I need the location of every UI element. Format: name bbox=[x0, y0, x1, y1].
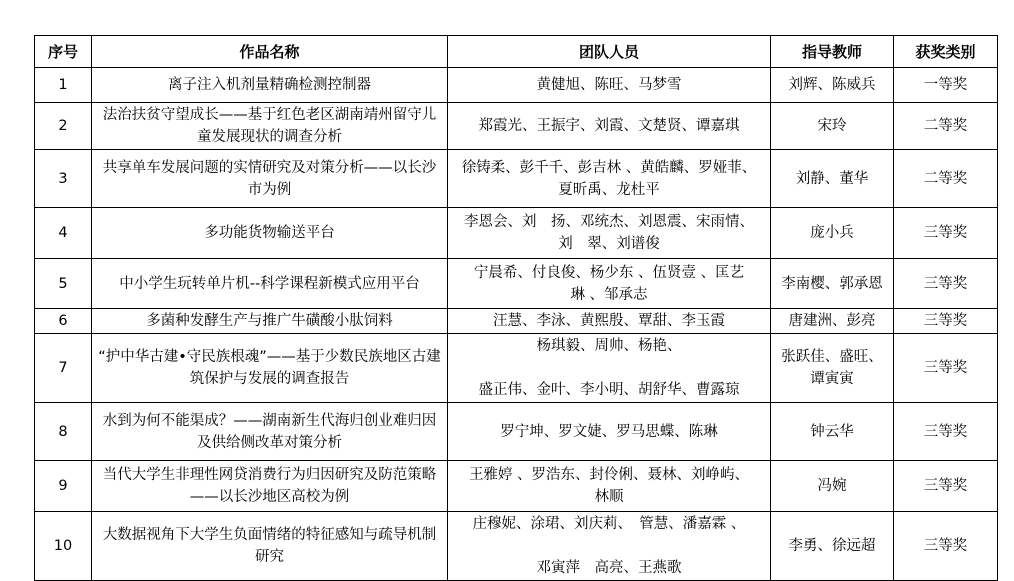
award-category: 三等奖 bbox=[894, 512, 998, 581]
work-title: 水到为何不能渠成？——湖南新生代海归创业难归因及供给侧改革对策分析 bbox=[92, 403, 448, 461]
advisor: 庞小兵 bbox=[771, 208, 894, 259]
work-title: 大数据视角下大学生负面情绪的特征感知与疏导机制研究 bbox=[92, 512, 448, 581]
award-category: 二等奖 bbox=[894, 150, 998, 208]
team-line: 琳 、邹承志 bbox=[570, 286, 648, 303]
award-category: 三等奖 bbox=[894, 334, 998, 403]
team-members bbox=[448, 259, 771, 309]
advisor: 宋玲 bbox=[771, 103, 894, 150]
work-title: 离子注入机剂量精确检测控制器 bbox=[92, 68, 448, 103]
advisor: 刘静、董华 bbox=[771, 150, 894, 208]
row-number: 3 bbox=[35, 150, 92, 208]
header-number: 序号 bbox=[35, 36, 92, 68]
team-members bbox=[448, 461, 771, 512]
work-title: 中小学生玩转单片机--科学课程新模式应用平台 bbox=[92, 259, 448, 309]
header-title: 作品名称 bbox=[92, 36, 448, 68]
team-members bbox=[448, 68, 771, 103]
header-award: 获奖类别 bbox=[894, 36, 998, 68]
work-title: 当代大学生非理性网贷消费行为归因研究及防范策略——以长沙地区高校为例 bbox=[92, 461, 448, 512]
team-line: 杨琪毅、周帅、杨艳、 bbox=[536, 338, 682, 354]
team-line: 林顺 bbox=[594, 489, 624, 505]
team-line: 邓寅萍 高亮、王燕歌 bbox=[536, 560, 682, 576]
advisor: 张跃佳、盛旺、谭寅寅 bbox=[771, 334, 894, 403]
advisor: 李南樱、郭承恩 bbox=[771, 259, 894, 309]
advisor: 李勇、徐远超 bbox=[771, 512, 894, 581]
award-category: 二等奖 bbox=[894, 103, 998, 150]
team-members bbox=[448, 512, 771, 581]
advisor: 冯婉 bbox=[771, 461, 894, 512]
team-line: 汪慧、李泳、黄熙殷、覃甜、李玉霞 bbox=[493, 313, 725, 329]
team-line: 王雅婷 、罗浩东、封伶俐、聂林、刘峥屿、 bbox=[468, 467, 750, 483]
work-title: 多功能货物输送平台 bbox=[92, 208, 448, 259]
header-advisor: 指导教师 bbox=[771, 36, 894, 68]
team-line: 黄健旭、陈旺、马梦雪 bbox=[536, 77, 682, 93]
team-line bbox=[452, 535, 766, 557]
header-team: 团队人员 bbox=[448, 36, 771, 68]
award-category: 一等奖 bbox=[894, 68, 998, 103]
row-number: 7 bbox=[35, 334, 92, 403]
awards-table bbox=[34, 35, 998, 581]
row-number: 6 bbox=[35, 309, 92, 334]
row-number: 9 bbox=[35, 461, 92, 512]
team-line: 罗宁坤、罗文婕、罗马思蝶、陈琳 bbox=[500, 423, 718, 440]
advisor: 唐建洲、彭亮 bbox=[771, 309, 894, 334]
advisor: 刘辉、陈威兵 bbox=[771, 68, 894, 103]
work-title: 共享单车发展问题的实情研究及对策分析——以长沙市为例 bbox=[92, 150, 448, 208]
award-category: 三等奖 bbox=[894, 309, 998, 334]
team-line: 盛正伟、金叶、李小明、胡舒华、曹露琼 bbox=[478, 382, 740, 398]
table-row bbox=[35, 334, 998, 403]
team-line: 李恩会、刘 扬、邓统杰、刘恩震、宋雨情、 bbox=[464, 214, 754, 230]
row-number: 5 bbox=[35, 259, 92, 309]
team-members bbox=[448, 403, 771, 461]
table-row bbox=[35, 512, 998, 581]
table-row bbox=[35, 259, 998, 309]
team-line: 徐铸柔、彭千千、彭吉林 、黄皓麟、罗娅菲、 bbox=[461, 159, 757, 176]
work-title: “护中华古建•守民族根魂”——基于少数民族地区古建筑保护与发展的调查报告 bbox=[92, 334, 448, 403]
table-row bbox=[35, 461, 998, 512]
team-line: 郑霞光、王振宇、刘霞、文楚贤、谭嘉琪 bbox=[478, 118, 740, 134]
table-row bbox=[35, 403, 998, 461]
team-members bbox=[448, 150, 771, 208]
award-category: 三等奖 bbox=[894, 208, 998, 259]
advisor: 钟云华 bbox=[771, 403, 894, 461]
award-category: 三等奖 bbox=[894, 461, 998, 512]
award-category: 三等奖 bbox=[894, 259, 998, 309]
row-number: 8 bbox=[35, 403, 92, 461]
table-row bbox=[35, 309, 998, 334]
team-members bbox=[448, 208, 771, 259]
table-row bbox=[35, 208, 998, 259]
work-title: 法治扶贫守望成长——基于红色老区湖南靖州留守儿童发展现状的调查分析 bbox=[92, 103, 448, 150]
team-members bbox=[448, 309, 771, 334]
team-line: 庄穆妮、涂珺、刘庆莉、 管慧、潘嘉霖 、 bbox=[472, 516, 746, 532]
row-number: 2 bbox=[35, 103, 92, 150]
team-line: 刘 翠、刘谱俊 bbox=[558, 236, 660, 252]
row-number: 10 bbox=[35, 512, 92, 581]
row-number: 1 bbox=[35, 68, 92, 103]
table-row bbox=[35, 103, 998, 150]
row-number: 4 bbox=[35, 208, 92, 259]
header-row bbox=[35, 36, 998, 68]
work-title: 多菌种发酵生产与推广牛磺酸小肽饲料 bbox=[92, 309, 448, 334]
team-members bbox=[448, 103, 771, 150]
table-row bbox=[35, 68, 998, 103]
team-line: 宁晨希、付良俊、杨少东 、伍贤壹 、匡艺 bbox=[473, 264, 745, 281]
table-row bbox=[35, 150, 998, 208]
team-line bbox=[452, 357, 766, 379]
table-body bbox=[35, 68, 998, 581]
award-category: 三等奖 bbox=[894, 403, 998, 461]
team-members bbox=[448, 334, 771, 403]
team-line: 夏昕禹、龙杜平 bbox=[558, 181, 660, 198]
